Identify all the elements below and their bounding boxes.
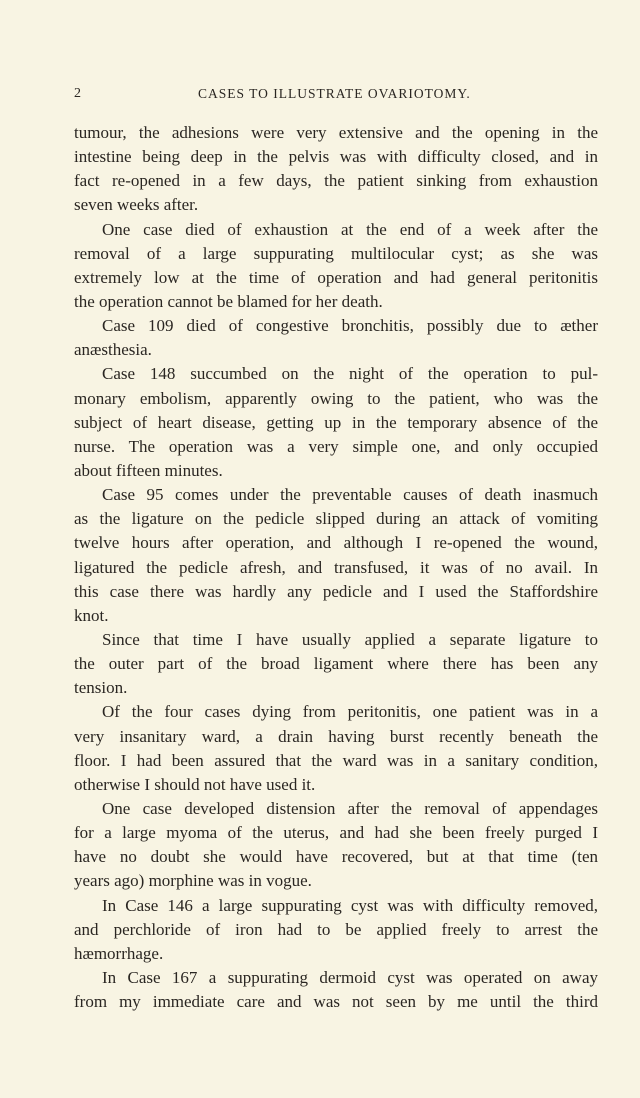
text-line: ligatured the pedicle afresh, and transfused, it was of no avail. In — [74, 557, 598, 577]
text-line: In Case 146 a large suppurating cyst was with difficulty removed, — [102, 895, 598, 915]
text-line: tension. — [74, 678, 128, 698]
text-line: subject of heart disease, getting up in the temporary absence of the — [74, 412, 598, 432]
text-line: Case 148 succumbed on the night of the operation to pul- — [102, 364, 598, 384]
text-line: as the ligature on the pedicle slipped during an attack of vomiting — [74, 509, 598, 529]
text-line: intestine being deep in the pelvis was with difficulty closed, and in — [74, 147, 598, 167]
page-header — [74, 86, 598, 106]
text-line: removal of a large suppurating multilocular cyst; as she was — [74, 243, 598, 263]
page-number: 2 — [74, 86, 82, 101]
text-line: years ago) morphine was in vogue. — [74, 871, 312, 891]
text-line: Case 95 comes under the preventable causes of death inasmuch — [102, 485, 598, 505]
text-line: Since that time I have usually applied a separate ligature to — [102, 629, 598, 649]
text-line: nurse. The operation was a very simple one, and only occupied — [74, 436, 598, 456]
running-head: CASES TO ILLUSTRATE OVARIOTOMY. — [198, 86, 471, 101]
text-line: seven weeks after. — [74, 195, 199, 215]
text-line: otherwise I should not have used it. — [74, 774, 316, 794]
text-line: monary embolism, apparently owing to the patient, who was the — [74, 388, 598, 408]
text-line: fact re-opened in a few days, the patient sinking from exhaustion — [74, 171, 598, 191]
text-line: the outer part of the broad ligament where there has been any — [74, 654, 598, 674]
text-line: hæmorrhage. — [74, 943, 164, 963]
text-line: anæsthesia. — [74, 340, 152, 360]
text-line: have no doubt she would have recovered, but at that time (ten — [74, 847, 598, 867]
body-text — [74, 121, 598, 1014]
text-line: tumour, the adhesions were very extensive and the opening in the — [74, 123, 598, 142]
text-line: Case 109 died of congestive bronchitis, possibly due to æther — [102, 316, 598, 336]
text-line: extremely low at the time of operation and had general peritonitis — [74, 267, 598, 287]
text-line: and perchloride of iron had to be applied freely to arrest the — [74, 919, 598, 939]
text-line: One case developed distension after the removal of appendages — [102, 798, 598, 818]
text-line: twelve hours after operation, and although I re-opened the wound, — [74, 533, 598, 553]
text-line: knot. — [74, 605, 109, 625]
text-line: Of the four cases dying from peritonitis, one patient was in a — [102, 702, 598, 722]
text-line: In Case 167 a suppurating dermoid cyst was operated on away — [102, 967, 598, 987]
text-line: this case there was hardly any pedicle and I used the Staffordshire — [74, 581, 598, 601]
text-line: the operation cannot be blamed for her death. — [74, 291, 383, 311]
text-line: about fifteen minutes. — [74, 460, 223, 480]
text-line: from my immediate care and was not seen by me until the third — [74, 992, 598, 1012]
text-line: very insanitary ward, a drain having burst recently beneath the — [74, 726, 598, 746]
text-line: One case died of exhaustion at the end of a week after the — [102, 219, 598, 239]
text-line: for a large myoma of the uterus, and had she been freely purged I — [74, 823, 598, 843]
text-line: floor. I had been assured that the ward was in a sanitary condition, — [74, 750, 598, 770]
